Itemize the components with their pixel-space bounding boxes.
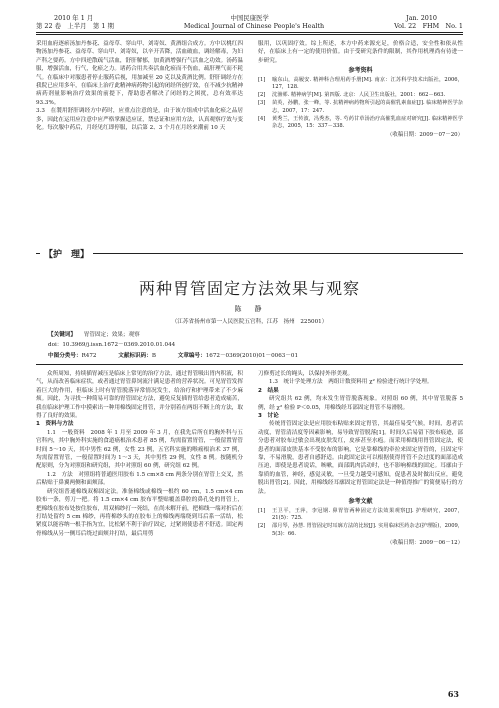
- paragraph: 服用，以巩固疗效。综上所述，本方中药来源充足，价格合适，安全性和依从性好，在临床上有一定的使用价值。由于受研究条件的限制，其作用机理尚有待进一步研究。: [258, 41, 463, 64]
- section-rule: [36, 253, 463, 254]
- reference-number: [3]: [258, 100, 266, 107]
- reference-item: [258, 116, 463, 132]
- reference-text: 王卫平，王萍，李冠钢. 鼻胃管两种固定方法效果观察[J]. 护理研究，2007，21(5)：725.: [272, 507, 463, 522]
- references-title: 参考资料: [348, 67, 373, 75]
- reference-item: [258, 100, 463, 116]
- keywords-line: [48, 331, 451, 339]
- paragraph: 研究组普通棉线双棉固定法。准备棉线或棉线一根约 60 cm，1.5 cm×4 cm 胶布一条，剪刀一把。将 1.5 cm×4 cm 胶布平整贴覆盖鼻腔的鼻孔处的胃管上，把棉线在胶布处按住胶布，用双棉纱打一死结，在尚未解开前，把棉线一端对折后在打结处留约 5 cm 棉纱，再将棉纱头的在胶布上的棉线两端绕到耳后系一活结，松紧度以能容纳一根手指为宜，比松紧不利于治疗固定，过紧则使患者不舒适。固定两骨棉线从另一侧耳后绕过面颊并打结，最后用剪: [36, 488, 243, 537]
- section-heading: 1 资料与方法: [36, 421, 74, 428]
- reference-text: 黄秀兰，王传波，冯秀杰，等. 芍药甘草汤治疗高催乳血症对研究[J]. 临床精神医学杂志，2005，15：337－338.: [272, 115, 463, 130]
- keywords-label: 【关键词】: [48, 332, 76, 338]
- paragraph: 研究组共 62 例，均未发生胃管脱落现象。对照组 60 例，其中胃管脱落 5 例，经 χ² 检验 P＜0.05，用棉线经耳部固定胃管不易滑脱。: [258, 396, 463, 411]
- article-affiliation: （江苏省扬州市第一人民医院五官科，江苏 扬州 225001）: [171, 319, 328, 325]
- reference-text: 苗英，孙鹏，张一峰，等. 抗精神病药物所引起的高催乳素血症[J]. 临床精神医学杂志，2007，17：247.: [272, 100, 463, 114]
- keywords-value: 胃管固定；效果；观察: [83, 332, 140, 338]
- section-heading: 2 结果: [258, 387, 279, 394]
- section-heading: 3 讨论: [258, 413, 279, 420]
- reference-number: [4]: [258, 115, 266, 122]
- paragraph: 刀修剪过长的绳头，以保持外形美观。: [258, 371, 354, 377]
- reference-item: [258, 77, 463, 93]
- reference-text: 喻东山，高履安. 精神科合理用药手册[M]. 南京：江苏科学技术出版社，2006，127，128.: [272, 76, 463, 91]
- header-journal-en: Medical Journal of Chinese People's Health: [183, 22, 325, 30]
- reference-number: [2]: [258, 523, 266, 530]
- paragraph: 3.3 在製用舒肝调经方中药时，应重点注意的是，由于该方组成中活血化瘀之品居多，因此在运用应注意中应严格掌握适应证，禁忌证和应用方法，认真观察疗效与变化。每次服中药后，月经见红即停服，以后第 2、3 个月在月经来潮前 10 天: [36, 108, 243, 132]
- section-tag: 【护 理】: [40, 247, 93, 260]
- paragraph: 传统胃管固定法是应用胶布粘贴来固定胃管，其最佳易受气候，时间，患者活动度，胃管清洁度等因素影响，易导致胃管脱落[1]。时间久后易留下胶布痕迹，部分患者对胶布过敏会出现皮肤发红，皮疹甚至水疱。而采用棉线用胃管固定法，使患者的面部皮肤基本不受胶布的影响，它是靠棉线的牵拉来固定胃管的，且固定牢靠，不易滑脱，患者自感舒适。由此固定法可以根据使得胃管不会过度的面部造成压迫，即使是患者说话，咳嗽，面部肌肉活动时，也不影响棉线的固定。耳廓由于靠质的血管，神经，感觉灵敏，一旦受力越受可感知，促患者及时做出反应，避免脱出胃管[2]。因此，用棉线经耳廓固定胃管固定法是一种值得推广的简便易行的方法。: [258, 421, 463, 495]
- doc-code-label: 文献标识码：: [118, 353, 152, 359]
- page-number: 63: [447, 689, 459, 699]
- paragraph: 1.2 方法 对照组将普通医用胶布 1.5 cm×8 cm 两条分别在胃管上交叉，然后粘贴于鼻翼两侧和面颊部。: [36, 471, 243, 487]
- running-header: [36, 14, 463, 30]
- paragraph: 1.1 一般资料 2008 年 1 月至 2009 年 3 月，在我先后所在的胸外科与五官科内，其中胸外科实施的食道癌根治术患者 85 例，均需留置胃管，一般留置胃管时间 5～10 天，其中男性 62 例，女性 23 例，五官科实施的喉癌根治术 37 例，均需留置胃管，一般留置时间为 1～3 天，其中男性 29 例，女性 8 例。按随机分配原则，分为对照组和研究组，其中对照组 60 例，研究组 62 例。: [36, 429, 243, 470]
- reference-text: 沈渔邨. 精神病学[M]. 第四版. 北京：人民卫生出版社，2001：662－663.: [272, 92, 446, 99]
- doi-line: [48, 341, 451, 349]
- paragraph: 1.3 统计学处理方法 两组计数资料用 χ² 检验进行统计学处理。: [269, 379, 433, 386]
- reference-number: [1]: [258, 76, 266, 83]
- header-rule: [36, 32, 463, 35]
- doi-label: doi：: [48, 342, 63, 348]
- article-title: 两种胃管固定方法效果与观察: [138, 279, 360, 298]
- header-date-en: Jan. 2010: [406, 14, 437, 22]
- received-date: （收稿日期：2009－07－20）: [387, 132, 463, 139]
- doc-code-value: B: [151, 353, 156, 359]
- header-date: 2010 年 1 月: [54, 14, 94, 22]
- header-journal-cn: 中国民康医学: [230, 14, 269, 22]
- paragraph: 采用血府逐瘀汤加丹参花、益母草、穿山甲、刘寄奴、黄酒组合成方。方中以桃红四物汤加丹参花、益母草、穿山甲、刘寄奴，以辛开苦降，活血破血，调经解毒，为妇产科之要药。方中四逆散疏气活血，舒肝解郁，加黄酒增强行气活血之功效。汤药温服，增强活血，行气，化瘀之力。诸药合用共奏活血化瘀而不伤血，疏肝理气而不耗气。在临床中对服患者停止服药后视，用加减至 20 克以及黄酒比例。舒肝调经方在我院已应用多年，在临床上治疗此精神病药物引起的闭经所创疗效，在不减少抗精神病药剂量影响治疗效果的前提下，帮助患者解决了闭经的之困扰，总有效率达 93.3%。: [36, 41, 243, 106]
- meta-rule: [36, 364, 463, 365]
- article-number-value: 1672－0369(2010)01－0063－01: [205, 353, 299, 359]
- upper-left-column: [36, 40, 243, 245]
- reference-number: [1]: [258, 507, 266, 514]
- reference-text: 邵月琴，孙慧. 胃管固定时耳廓方法的比较[J]. 实用临床医药杂志(护理版)，2009，5(3)：66.: [272, 523, 463, 537]
- upper-right-column: [258, 40, 463, 245]
- doi-value: 10.3969/j.issn.1672－0369.2010.01.044: [62, 342, 176, 348]
- clc-label: 中图分类号：: [48, 353, 82, 359]
- reference-number: [2]: [258, 92, 266, 99]
- reference-item: [258, 92, 463, 100]
- paragraph: 众所周知，持续插胃减压是临床上常见的治疗方法，通过胃管吸出胃内积液，积气，从而改善临床症状，或者通过胃管鼻饲流汁满足患者的营养状况。可见胃管发挥着巨大的作用，但临床上时有胃管脱落异常情况发生，给治疗和护理带来了不少麻烦。因此，为寻找一种简易可靠的胃管固定方法，避免反复插胃管给患者造成痛苦，我在临床护理工作中摸索出一种用棉线固定胃管，并分别着在两组不断上的方法，取得了良好的效果。: [36, 371, 243, 420]
- article-number-label: 文章编号：: [177, 353, 206, 359]
- reference-item: [258, 523, 463, 539]
- clc-value: R472: [81, 353, 97, 359]
- references-title: 参考文献: [348, 498, 373, 506]
- header-volume: 第 22 卷 上半月 第 1 期: [36, 22, 114, 30]
- body-left-column: [36, 370, 243, 680]
- received-date: （收稿日期：2009－06－12）: [387, 539, 463, 546]
- article-author: 陈 静: [234, 305, 265, 313]
- body-right-column: [258, 370, 463, 680]
- classification-line: [48, 352, 451, 360]
- reference-item: [258, 508, 463, 524]
- header-volume-en: Vol. 22 FHM No. 1: [394, 22, 463, 30]
- section-divider: [36, 249, 463, 259]
